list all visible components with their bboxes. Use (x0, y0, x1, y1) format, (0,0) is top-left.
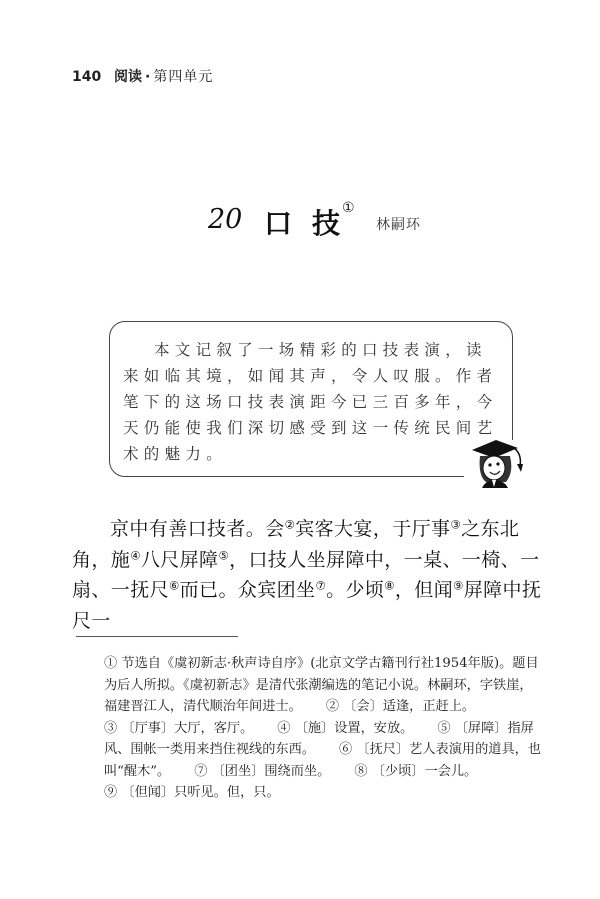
separator: · (145, 69, 151, 85)
footnote-1: ① 节选自《虞初新志·秋声诗自序》(北京文学古籍刊行社1954年版)。题目为后人所拟。《虞初新志》是清代张潮编选的笔记小说。林嗣环，字铁崖，福建晋江人，清代顺治年间进士。 (104, 656, 539, 714)
footnotes (104, 653, 544, 804)
section-label: 阅读 (114, 69, 142, 85)
lesson-number: 20 (208, 204, 243, 235)
footnote-block (104, 718, 544, 783)
page-number: 140 (72, 69, 102, 85)
footnote-2: ② 〔会〕适逢，正赶上。 (325, 699, 476, 714)
footnote-ref[interactable]: ③ (450, 517, 462, 532)
text-segment: 之东北角，施 (72, 518, 520, 571)
footnote-9: ⑨ 〔但闻〕只听见。但，只。 (104, 785, 280, 800)
footnote-divider (76, 636, 238, 637)
footnote-ref[interactable]: ④ (130, 548, 141, 563)
body-paragraph (72, 514, 546, 636)
text-segment: 八尺屏障 (140, 548, 219, 571)
text-segment: ，但闻 (394, 579, 454, 601)
title-char-1: 口 (264, 207, 293, 240)
text-segment: 宾客大宴，于厅事 (295, 518, 451, 540)
text-segment: 屏障中抚尺一 (72, 579, 542, 632)
footnote-3: ③ 〔厅事〕大厅，客厅。 (104, 720, 254, 736)
footnote-ref[interactable]: ② (284, 517, 296, 532)
footnote-ref[interactable]: ⑤ (218, 548, 230, 563)
text-segment: 京中有善口技者。会 (110, 518, 285, 540)
footnote-ref[interactable]: ⑦ (315, 578, 327, 593)
running-head (72, 66, 213, 86)
footnote-5: ⑤ 〔屏障〕指屏风、围帐一类用来挡住视线的东西。 (104, 720, 534, 757)
unit-label: 第四单元 (153, 69, 214, 85)
footnote-ref[interactable]: ⑥ (169, 578, 180, 593)
body-text (72, 514, 546, 636)
footnote-ref[interactable]: ⑧ (384, 578, 395, 593)
title-char-2: 技 (312, 207, 341, 240)
author-name: 林嗣环 (376, 217, 421, 233)
text-segment: 而已。众宾团坐 (179, 579, 316, 601)
footnote-6: ⑥ 〔抚尺〕艺人表演用的道具，也叫“醒木”。 (104, 742, 542, 779)
title-footnote-marker[interactable]: ① (342, 200, 355, 216)
footnote-block (104, 653, 544, 718)
footnote-block (104, 782, 544, 804)
footnote-7: ⑦ 〔团坐〕围绕而坐。 (194, 763, 331, 779)
text-segment: ，口技人坐屏障中，一桌、一椅、一扇、一抚尺 (72, 548, 540, 601)
footnote-4: ④ 〔施〕设置，安放。 (277, 720, 414, 736)
intro-text (123, 337, 503, 467)
footnote-8: ⑧ 〔少顷〕一会儿。 (354, 763, 478, 779)
lesson-title (0, 200, 600, 240)
intro-paragraph: 本文记叙了一场精彩的口技表演，读来如临其境，如闻其声，令人叹服。作者笔下的这场口技表演距今已三百多年，今天仍能使我们深切感受到这一传统民间艺术的魅力。 (123, 341, 498, 463)
graduate-cartoon-icon (466, 432, 526, 488)
footnote-ref[interactable]: ⑨ (453, 578, 464, 593)
text-segment: 。少顷 (326, 579, 385, 601)
